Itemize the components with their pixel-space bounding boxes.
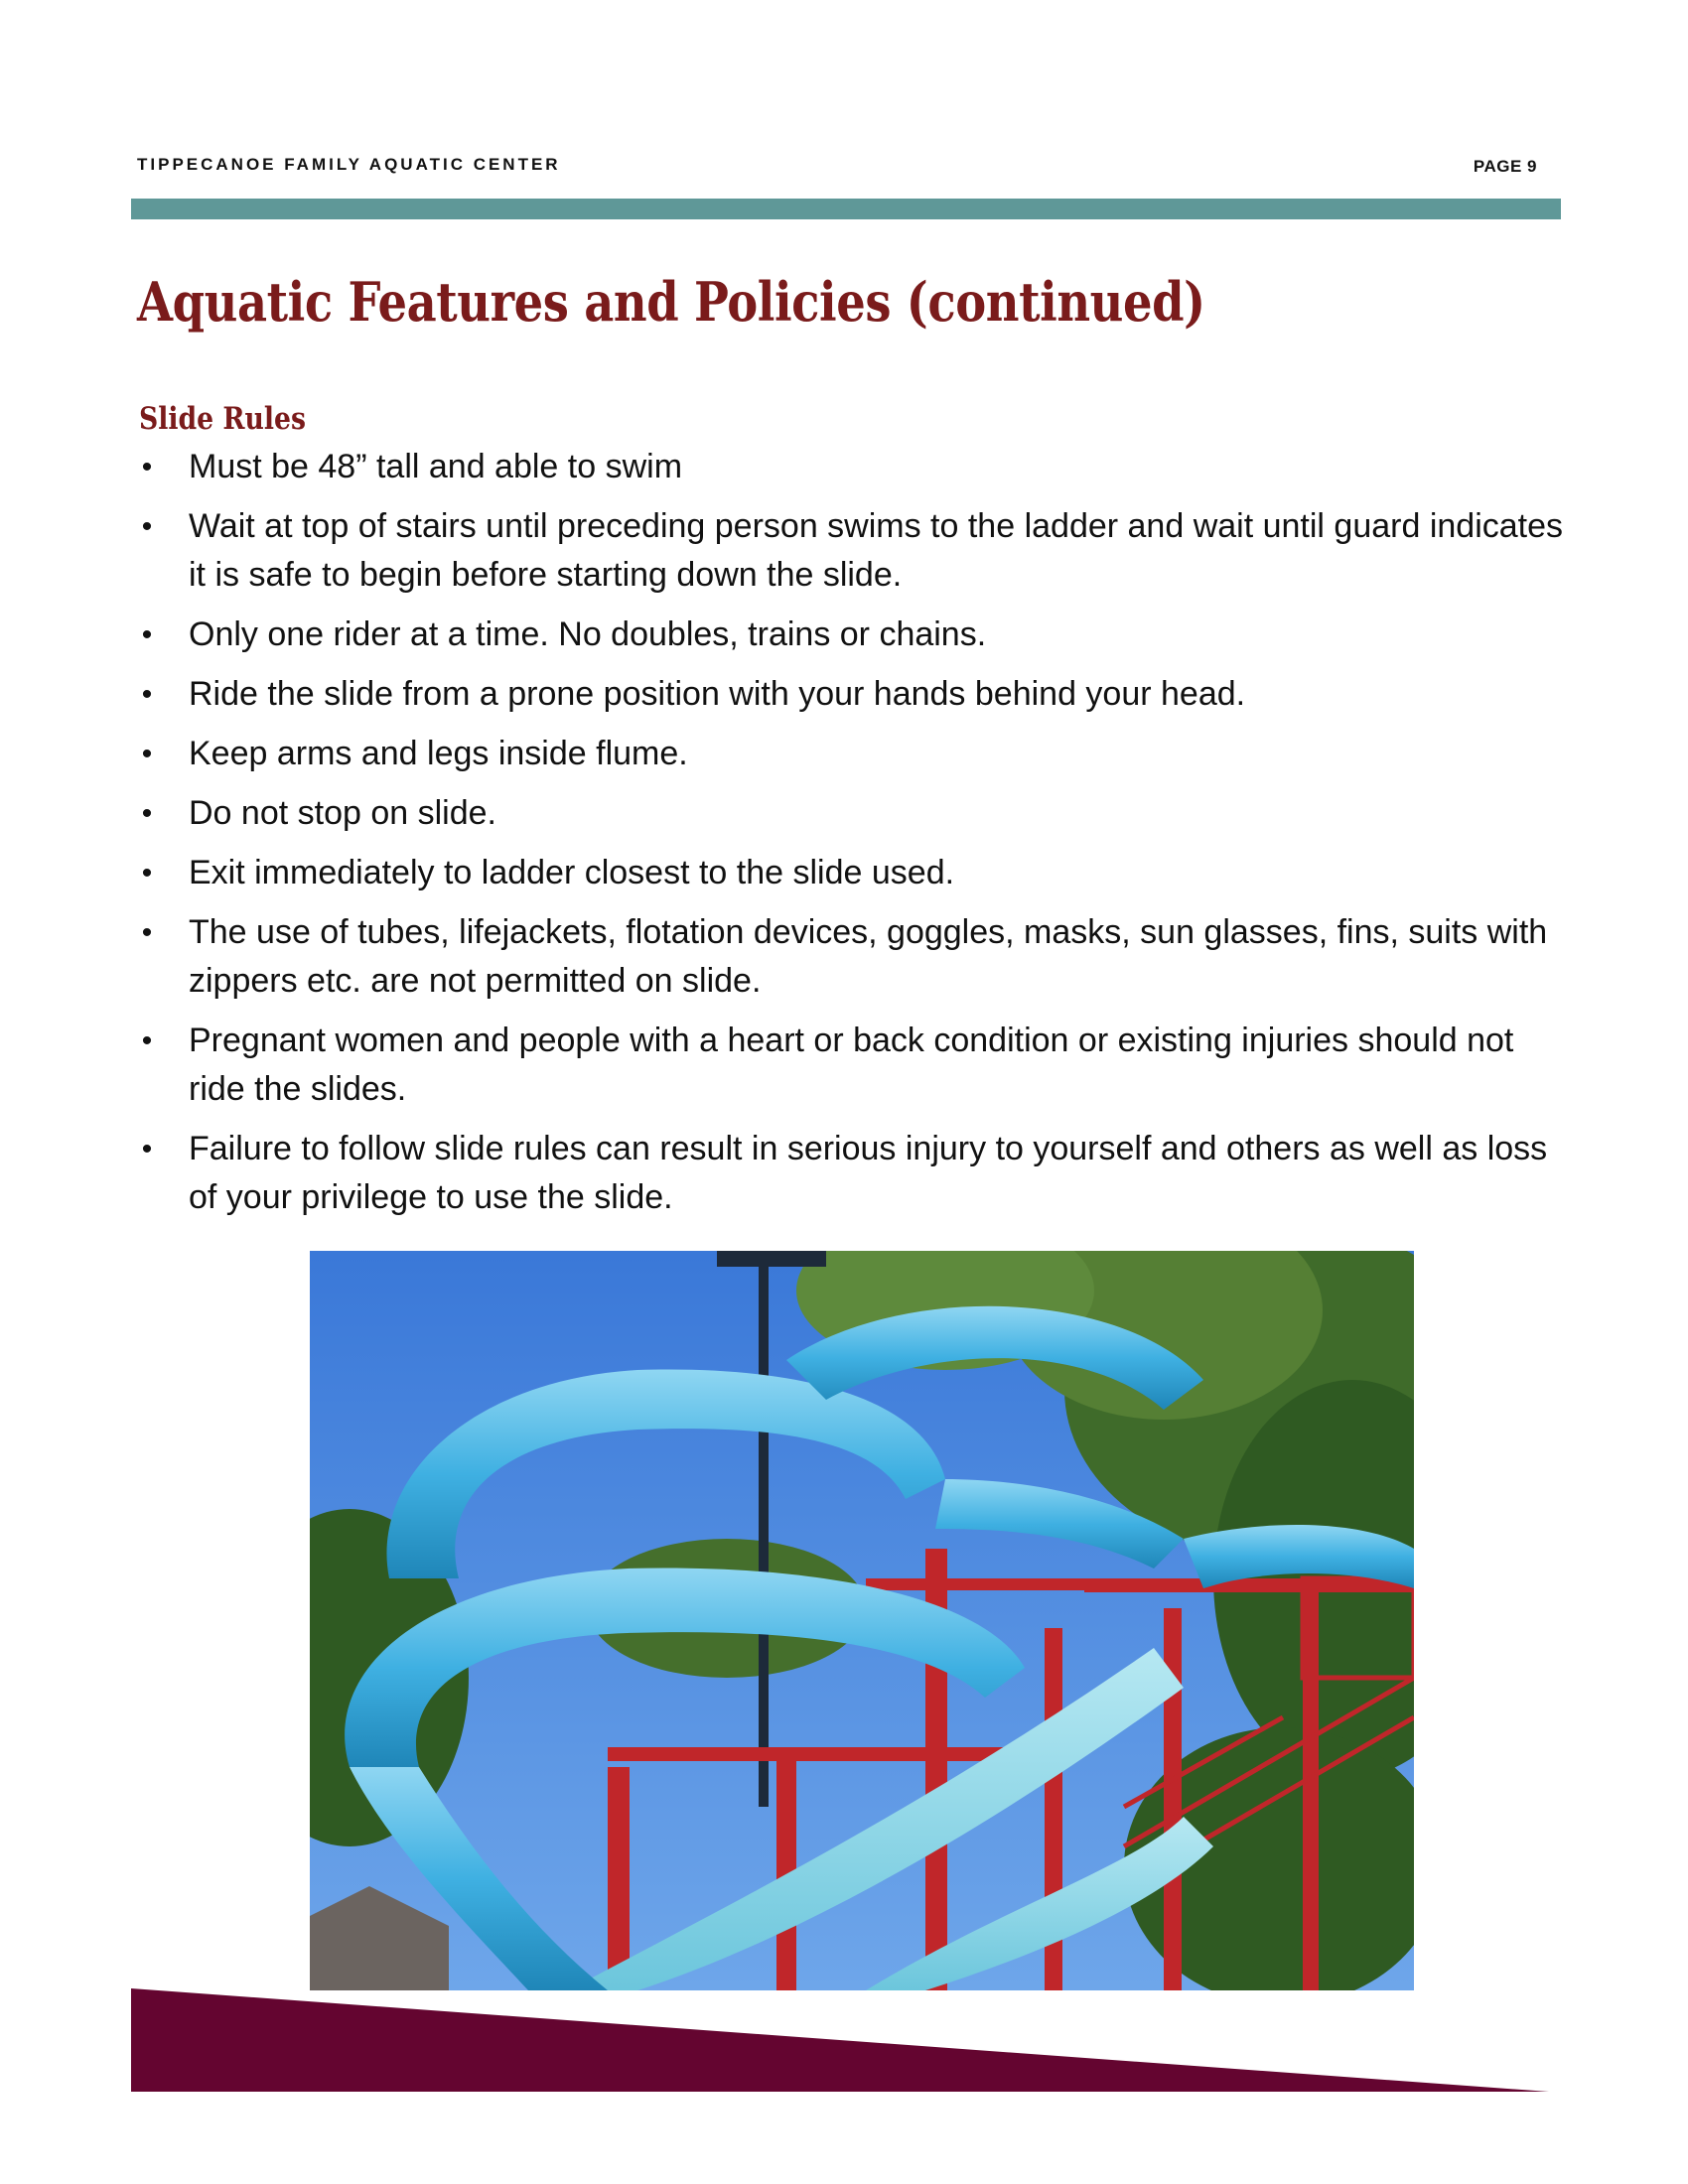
rule-text: Ride the slide from a prone position with your hands behind your head. [189, 675, 1246, 713]
bullet-icon: • [141, 678, 153, 711]
list-item [137, 502, 1567, 600]
bullet-icon: • [141, 510, 153, 543]
header-rule [131, 199, 1561, 219]
light-fixture [717, 1251, 826, 1267]
list-item [137, 908, 1567, 1006]
page-number: PAGE 9 [1473, 157, 1537, 176]
list-item [137, 611, 1567, 659]
list-item [137, 849, 1567, 897]
water-slide-photo [310, 1251, 1414, 1990]
list-item [137, 443, 1567, 491]
rule-text: Wait at top of stairs until preceding person swims to the ladder and wait until guard indicates it is safe to begin before starting down the slide. [189, 507, 1564, 594]
rule-text: Do not stop on slide. [189, 794, 496, 832]
rule-text: Keep arms and legs inside flume. [189, 735, 688, 772]
section-heading-slide-rules: Slide Rules [139, 401, 307, 437]
bullet-icon: • [141, 738, 153, 770]
list-item [137, 670, 1567, 719]
rule-text: The use of tubes, lifejackets, flotation devices, goggles, masks, sun glasses, fins, suits with zippers etc. are not permitted on slide. [189, 913, 1548, 1000]
bullet-icon: • [141, 797, 153, 830]
footer-maroon-wedge [131, 1988, 1549, 2092]
rule-text: Exit immediately to ladder closest to the slide used. [189, 854, 955, 891]
bullet-icon: • [141, 451, 153, 483]
rule-text: Failure to follow slide rules can result in serious injury to yourself and others as well as loss of your privilege to use the slide. [189, 1130, 1548, 1216]
list-item [137, 1125, 1567, 1222]
bullet-icon: • [141, 1024, 153, 1057]
rule-text: Must be 48” tall and able to swim [189, 448, 683, 485]
slide-rules-list [137, 443, 1567, 1233]
bullet-icon: • [141, 1133, 153, 1165]
light-pole [759, 1251, 769, 1807]
bullet-icon: • [141, 916, 153, 949]
list-item [137, 730, 1567, 778]
bullet-icon: • [141, 857, 153, 889]
page-title: Aquatic Features and Policies (continued) [137, 270, 1205, 334]
rule-text: Only one rider at a time. No doubles, trains or chains. [189, 615, 987, 653]
header-organization-name: TIPPECANOE FAMILY AQUATIC CENTER [137, 155, 561, 174]
list-item [137, 789, 1567, 838]
rule-text: Pregnant women and people with a heart or back condition or existing injuries should not ride the slides. [189, 1022, 1514, 1108]
list-item [137, 1017, 1567, 1114]
bullet-icon: • [141, 618, 153, 651]
